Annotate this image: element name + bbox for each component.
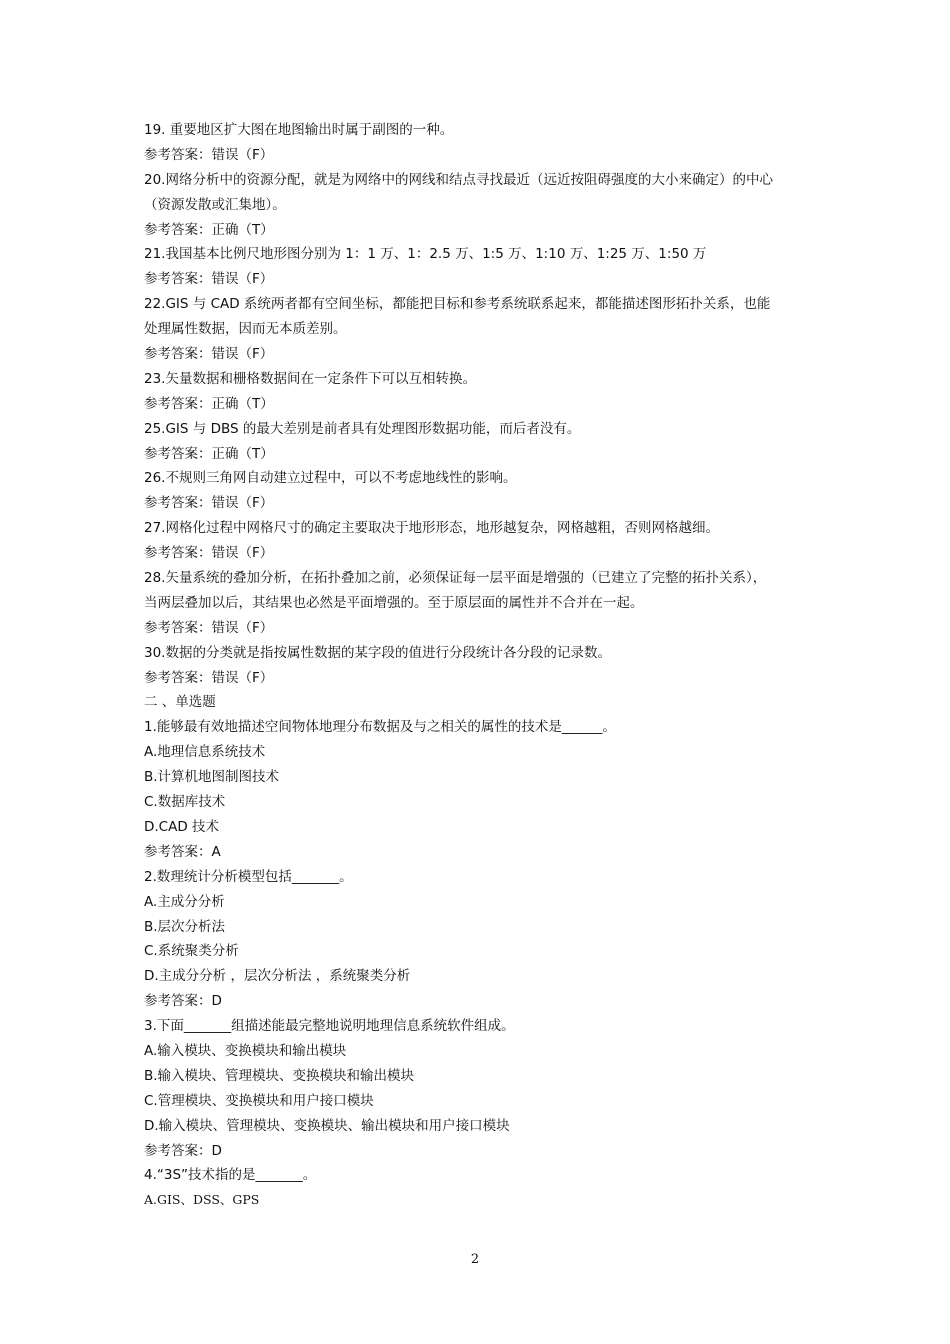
- text-line: A.输入模块、变换模块和输出模块: [144, 1042, 347, 1059]
- text-line: 参考答案：错误（F）: [144, 669, 274, 686]
- text-line: 参考答案：D: [144, 1142, 222, 1159]
- text-line: 23.矢量数据和栅格数据间在一定条件下可以互相转换。: [144, 370, 476, 387]
- text-line: C.系统聚类分析: [144, 943, 239, 960]
- text-line: 19. 重要地区扩大图在地图输出时属于副图的一种。: [144, 122, 454, 138]
- text-line: D.CAD 技术: [144, 818, 220, 835]
- text-line: 处理属性数据，因而无本质差别。: [144, 321, 347, 338]
- text-line: A.GIS、DSS、GPS: [144, 1192, 260, 1208]
- text-line: 参考答案：正确（T）: [144, 445, 274, 462]
- text-line: 3.下面_______组描述能最完整地说明地理信息系统软件组成。: [144, 1018, 515, 1035]
- text-line: 1.能够最有效地描述空间物体地理分布数据及与之相关的属性的技术是______。: [144, 719, 616, 736]
- text-line: C.管理模块、变换模块和用户接口模块: [144, 1092, 374, 1109]
- text-line: B.计算机地图制图技术: [144, 769, 280, 786]
- text-line: B.层次分析法: [144, 918, 226, 935]
- text-line: 21.我国基本比例尺地形图分别为 1：1 万、1：2.5 万、1:5 万、1:10 万、1:25 万、1:50 万: [144, 246, 707, 263]
- text-line: 30.数据的分类就是指按属性数据的某字段的值进行分段统计各分段的记录数。: [144, 644, 611, 661]
- text-line: 4.“3S”技术指的是_______。: [144, 1167, 317, 1184]
- text-line: A.主成分分析: [144, 893, 225, 910]
- text-line: 参考答案：错误（F）: [144, 271, 274, 288]
- text-line: D.输入模块、管理模块、变换模块、输出模块和用户接口模块: [144, 1117, 510, 1134]
- text-line: 参考答案：A: [144, 843, 221, 860]
- text-line: 参考答案：错误（F）: [144, 346, 274, 363]
- text-line: C.数据库技术: [144, 794, 226, 811]
- text-line: （资源发散或汇集地）。: [144, 196, 286, 213]
- text-line: 26.不规则三角网自动建立过程中，可以不考虑地线性的影响。: [144, 470, 517, 487]
- page-content: [144, 118, 814, 1213]
- text-line: D.主成分分析 ，层次分析法 ，系统聚类分析: [144, 968, 411, 985]
- text-line: 参考答案：正确（T）: [144, 395, 274, 412]
- text-line: 20.网络分析中的资源分配，就是为网络中的网线和结点寻找最近（远近按阻碍强度的大小来确定）的中心: [144, 171, 773, 188]
- text-line: 当两层叠加以后，其结果也必然是平面增强的。至于原层面的属性并不合并在一起。: [144, 594, 644, 611]
- text-line: 28.矢量系统的叠加分析，在拓扑叠加之前，必须保证每一层平面是增强的（已建立了完整的拓扑关系），: [144, 570, 767, 587]
- text-line: B.输入模块、管理模块、变换模块和输出模块: [144, 1067, 415, 1084]
- text-line: 参考答案：错误（F）: [144, 619, 274, 636]
- section-heading: 二 、单选题: [144, 694, 216, 711]
- text-line: 22.GIS 与 CAD 系统两者都有空间坐标，都能把目标和参考系统联系起来，都能描述图形拓扑关系，也能: [144, 296, 771, 313]
- text-line: 2.数理统计分析模型包括_______。: [144, 868, 353, 885]
- text-line: 参考答案：错误（F）: [144, 495, 274, 512]
- text-line: 参考答案：正确（T）: [144, 221, 274, 238]
- text-line: A.地理信息系统技术: [144, 744, 266, 761]
- text-line: 参考答案：D: [144, 993, 222, 1010]
- text-line: 25.GIS 与 DBS 的最大差别是前者具有处理图形数据功能，而后者没有。: [144, 420, 581, 437]
- text-line: 参考答案：错误（F）: [144, 146, 274, 163]
- text-line: 参考答案：错误（F）: [144, 545, 274, 562]
- page-number: 2: [470, 1252, 480, 1267]
- text-line: 27.网格化过程中网格尺寸的确定主要取决于地形形态，地形越复杂，网格越粗，否则网格越细。: [144, 520, 719, 537]
